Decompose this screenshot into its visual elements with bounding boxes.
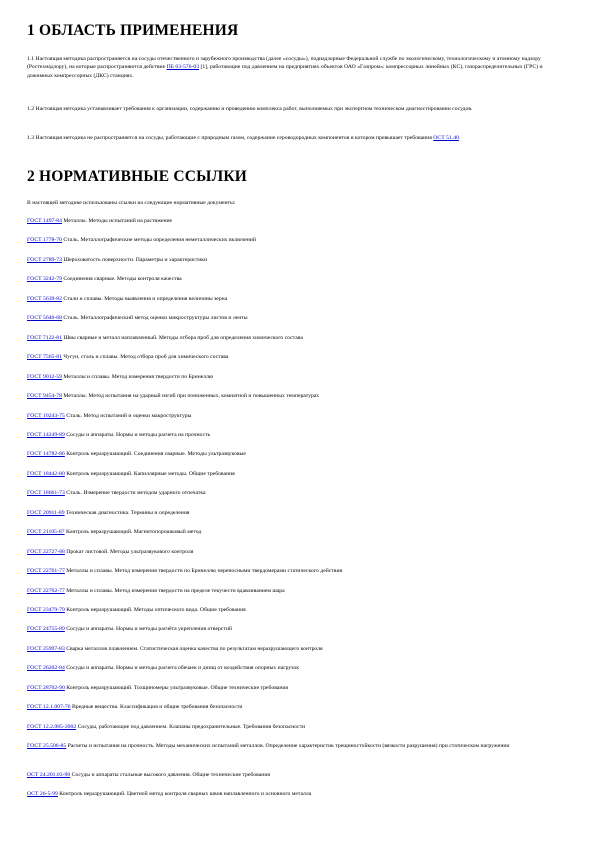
reference-code-link[interactable]: ГОСТ 24755-89 — [27, 626, 65, 633]
reference-title: Контроль неразрушающий. Соединения сварные. Методы ультразвуковые — [64, 451, 246, 458]
reference-title: Металлы и сплавы. Метод измерения твердости по Бринеллю — [61, 373, 214, 380]
reference-code-link[interactable]: ГОСТ 22761-77 — [27, 568, 65, 575]
reference-title: Сталь. Метод испытаний и оценки макроструктуры — [64, 412, 192, 419]
reference-item — [27, 742, 567, 750]
reference-code-link[interactable]: ГОСТ 20911-89 — [27, 509, 65, 516]
reference-code-link[interactable]: ГОСТ 7565-81 — [27, 354, 62, 361]
reference-title: Сосуды и аппараты. Нормы и методы расчёта укрепления отверстий — [64, 626, 232, 633]
reference-title: Сосуды и аппараты. Нормы и методы расчета обечаек и днищ от воздействия опорных нагрузок — [64, 665, 300, 672]
reference-code-link[interactable]: ОСТ 24.201.03-90 — [27, 771, 71, 778]
reference-item — [27, 412, 567, 420]
reference-item — [27, 275, 567, 283]
reference-code-link[interactable]: ГОСТ 12.1.007-76 — [27, 704, 71, 711]
reference-title: Контроль неразрушающий. Толщиномеры ультразвуковые. Общие технические требования — [64, 684, 289, 691]
reference-code-link[interactable]: ГОСТ 23479-79 — [27, 607, 65, 613]
reference-title: Сосуды и аппараты стальные высокого давления. Общие технические требования — [70, 771, 270, 778]
reference-item — [27, 256, 567, 264]
reference-item — [27, 470, 567, 478]
reference-title: Металлы и сплавы. Метод измерения твердости на пределе текучести вдавливанием шара — [64, 587, 285, 594]
reference-code-link[interactable]: ГОСТ 9454-78 — [27, 393, 62, 400]
reference-code-link[interactable]: ГОСТ 1497-84 — [27, 218, 62, 224]
reference-title: Чугун, сталь и сплавы. Метод отбора проб для химического состава — [61, 354, 229, 361]
reference-item — [27, 664, 567, 672]
paragraph-1-3-text-end: . — [458, 135, 461, 141]
reference-item — [27, 528, 567, 536]
reference-item — [27, 684, 567, 692]
reference-item — [27, 236, 567, 244]
reference-code-link[interactable]: ГОСТ 5640-68 — [27, 315, 62, 322]
reference-item — [27, 625, 567, 633]
section-2-heading: 2 НОРМАТИВНЫЕ ССЫЛКИ — [27, 168, 248, 185]
reference-item — [27, 703, 567, 711]
reference-item — [27, 392, 567, 400]
reference-title: Вредные вещества. Классификация и общие требования безопасности — [70, 704, 243, 711]
reference-code-link[interactable]: ГОСТ 9012-59 — [27, 373, 62, 380]
reference-title: Контроль неразрушающий. Капиллярные методы. Общие требования — [64, 470, 235, 477]
reference-title: Сталь. Измерение твердости методом ударного отпечатка — [64, 490, 206, 497]
reference-item — [27, 334, 567, 342]
reference-title: Прокат листовой. Методы ультразвукового контроля — [64, 548, 194, 555]
reference-title: Контроль неразрушающий. Методы оптического вида. Общие требования — [64, 607, 246, 613]
link-ost-51-40[interactable]: ОСТ 51.40 — [433, 135, 459, 141]
reference-code-link[interactable]: ГОСТ 7122-81 — [27, 334, 62, 341]
reference-item — [27, 645, 567, 653]
reference-code-link[interactable]: ГОСТ 25997-83 — [27, 645, 65, 652]
reference-code-link[interactable]: ГОСТ 14249-89 — [27, 431, 65, 438]
reference-item — [27, 217, 567, 225]
reference-code-link[interactable]: ГОСТ 26202-84 — [27, 665, 65, 672]
reference-item — [27, 790, 567, 798]
reference-item — [27, 567, 567, 575]
reference-code-link[interactable]: ГОСТ 18442-80 — [27, 470, 65, 477]
reference-title: Контроль неразрушающий. Магнитопорошковый метод — [64, 529, 202, 536]
reference-item — [27, 771, 567, 779]
reference-item — [27, 450, 567, 458]
reference-item — [27, 509, 567, 517]
reference-code-link[interactable]: ГОСТ 10243-75 — [27, 412, 65, 419]
reference-code-link[interactable]: ГОСТ 21105-87 — [27, 529, 65, 536]
reference-title: Стали и сплавы. Методы выявления и определения величины зерна — [61, 295, 228, 302]
paragraph-1-1 — [27, 55, 562, 80]
reference-item — [27, 489, 567, 497]
reference-code-link[interactable]: ОСТ 26-5-99 — [27, 791, 58, 798]
reference-item — [27, 353, 567, 361]
paragraph-1-2: 1.2 Настоящая методика устанавливает требования к организации, содержанию и проведению комплекса работ, выполняемых при экспертном техническом диагностировании сосудов. — [27, 106, 473, 112]
paragraph-1-1-text-end: [1], работающие под давлением на предприятиях объектов ОАО «Газпром»: компрессорных линейных (КС), газораспределительных (ГРС) и дожимных компрессорных (ДКС) станциях. — [27, 64, 543, 79]
reference-title: Расчеты и испытания на прочность. Методы механических испытаний металлов. Определение характеристик трещиностойкости (вязкости разрушения) при статическом нагружении — [66, 743, 510, 750]
references-intro: В настоящей методике использованы ссылки на следующие нормативные документы: — [27, 200, 236, 206]
reference-item — [27, 548, 567, 556]
reference-title: Сталь. Металлографический метод оценки микроструктуры листов и ленты — [61, 315, 248, 322]
reference-item — [27, 431, 567, 439]
reference-title: Шероховатость поверхности. Параметры и характеристики — [61, 256, 208, 263]
reference-item — [27, 587, 567, 595]
link-pb-03-576-03[interactable]: ПБ 03-576-03 — [166, 64, 200, 71]
reference-code-link[interactable]: ГОСТ 2789-73 — [27, 256, 62, 263]
reference-code-link[interactable]: ГОСТ 22762-77 — [27, 587, 65, 594]
reference-item — [27, 295, 567, 303]
reference-title: Металлы и сплавы. Метод измерения твердости по Бринеллю переносными твердомерами статического действия — [64, 568, 343, 575]
reference-code-link[interactable]: ГОСТ 18661-73 — [27, 490, 65, 497]
reference-title: Сосуды и аппараты. Нормы и методы расчета на прочность — [64, 431, 211, 438]
reference-code-link[interactable]: ГОСТ 28702-90 — [27, 684, 65, 691]
reference-title: Контроль неразрушающий. Цветной метод контроля сварных швов наплавленного и основного металла — [57, 791, 312, 798]
reference-title: Металлы. Методы испытаний на растяжение — [61, 218, 173, 224]
reference-code-link[interactable]: ГОСТ 5639-82 — [27, 295, 62, 302]
paragraph-1-3-text: 1.3 Настоящая методика не распространяется на сосуды, работающие с природным газом, содержание сероводородных компонентов в котором превышает требования — [27, 135, 434, 141]
paragraph-1-3 — [27, 134, 562, 142]
reference-title: Сталь. Металлографические методы определения неметаллических включений — [61, 237, 256, 244]
reference-item — [27, 373, 567, 381]
reference-item — [27, 606, 567, 614]
reference-item — [27, 723, 567, 731]
reference-item — [27, 314, 567, 322]
reference-title: Металлы. Метод испытания на ударный изгиб при пониженных, комнатной и повышенных температурах — [61, 393, 320, 400]
reference-code-link[interactable]: ГОСТ 22727-88 — [27, 548, 65, 555]
reference-title: Соединения сварные. Методы контроля качества — [61, 276, 182, 283]
reference-code-link[interactable]: ГОСТ 12.2.085-2002 — [27, 723, 77, 730]
reference-code-link[interactable]: ГОСТ 25.506-85 — [27, 743, 67, 750]
reference-code-link[interactable]: ГОСТ 14782-86 — [27, 451, 65, 458]
paragraph-1-1-text: 1.1 Настоящая методика распространяется на сосуды отечественного и зарубежного производства (далее «сосуды»), поднадзорные Федеральной службе по экологическому, технологическому и атомному надзору (Ростехнадзору), на которые распространяются действие — [27, 56, 541, 71]
reference-code-link[interactable]: ГОСТ 3242-79 — [27, 276, 62, 283]
reference-title: Техническая диагностика. Термины и определения — [64, 509, 190, 516]
reference-title: Сосуды, работающие под давлением. Клапаны предохранительные. Требования безопасности — [76, 723, 306, 730]
section-1-heading: 1 ОБЛАСТЬ ПРИМЕНЕНИЯ — [27, 22, 239, 39]
reference-code-link[interactable]: ГОСТ 1778-70 — [27, 237, 62, 244]
reference-title: Сварка металлов плавлением. Статистическая оценка качества по результатам неразрушающего контроля — [64, 645, 323, 652]
reference-title: Швы сварные и металл наплавленный. Методы отбора проб для определения химического состава — [61, 334, 303, 341]
